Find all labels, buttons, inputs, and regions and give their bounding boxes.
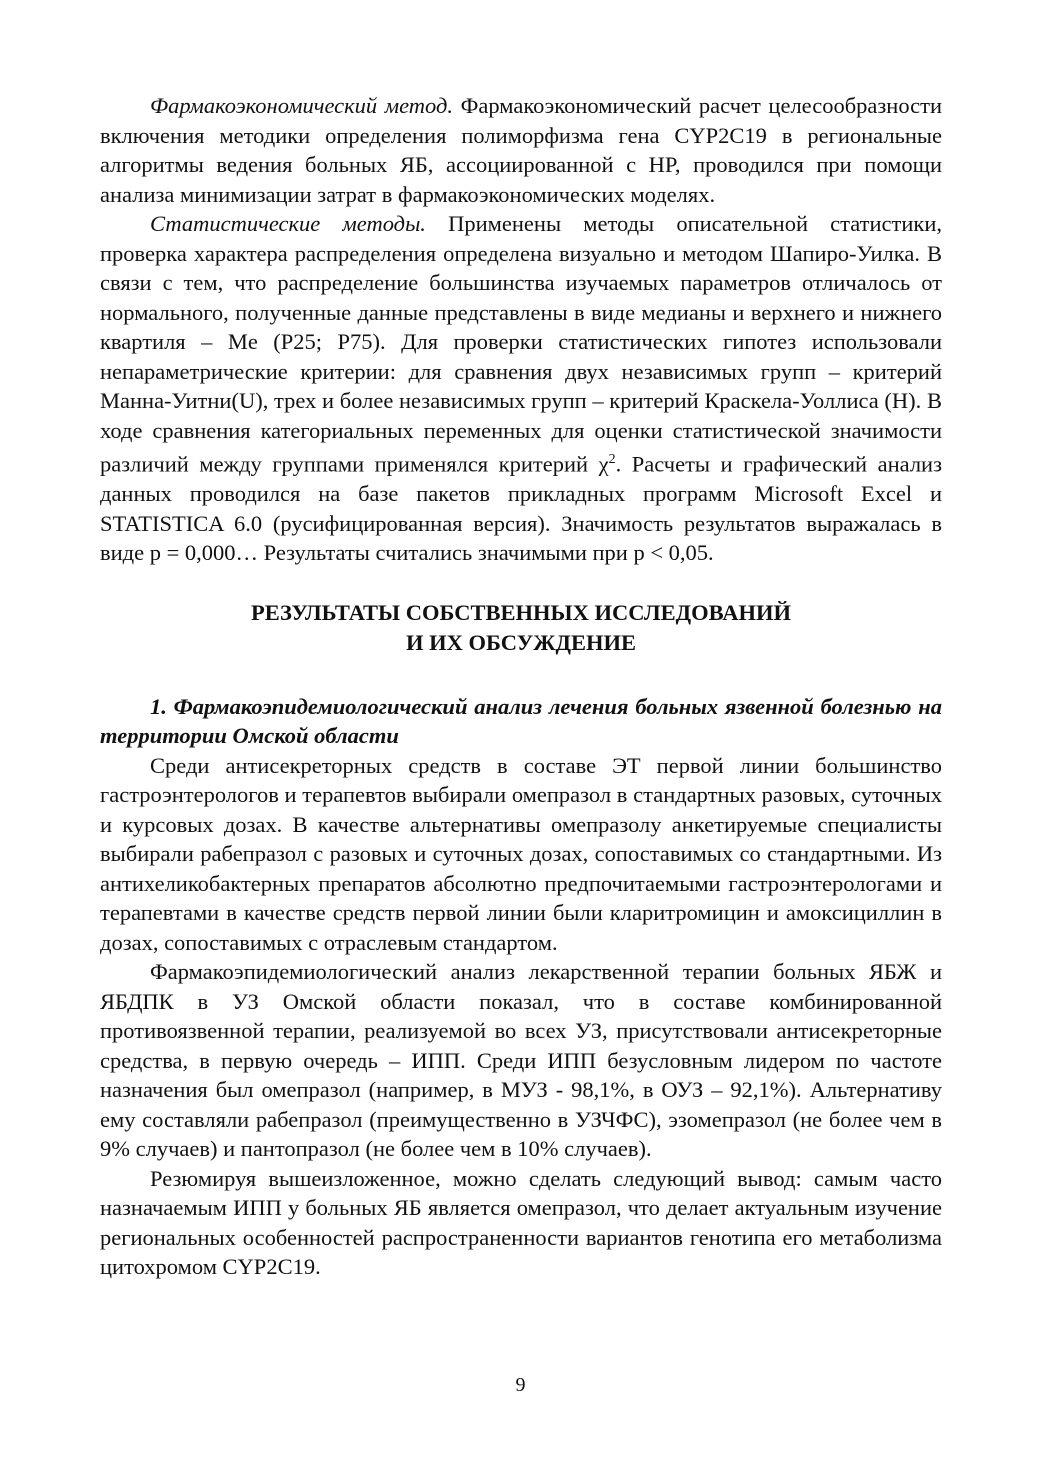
paragraph-text: Фармакоэкономический расчет целесообразности включения методики определения полиморфизма гена CYP2C19 в региональные алгоритмы ведения больных ЯБ, ассоциированной с HP, проводился при помощи анализа минимизации затрат в фармакоэкономических моделях. [100,93,942,207]
paragraph-lead: Статистические методы. [150,211,426,236]
section-heading-line: И ИХ ОБСУЖДЕНИЕ [406,629,636,655]
paragraph-pharmacoepidemiological-analysis: Фармакоэпидемиологический анализ лекарственной терапии больных ЯБЖ и ЯБДПК в УЗ Омской области показал, что в составе комбинированной противоязвенной терапии, реализуемой во всех УЗ, присутствовали антисекреторные средства, в первую очередь – ИПП. Среди ИПП безусловным лидером по частоте назначения был омепразол (например, в МУЗ - 98,1%, в ОУЗ – 92,1%). Альтернативу ему составляли рабепразол (преимущественно в УЗЧФС), эзомепразол (не более чем в 9% случаев) и пантопразол (не более чем в 10% случаев). [100,959,942,1161]
subsection-heading: 1. Фармакоэпидемиологический анализ лечения больных язвенной болезнью на территории Омской области [100,693,942,748]
paragraph-text-continued: . Расчеты и графический анализ данных проводился на базе пакетов прикладных программ Microsoft Excel и STATISTICA 6.0 (русифицированная версия). Значимость результатов выражалась в виде p = 0,000… Результаты считались значимыми при p < 0,05. [100,451,942,565]
section-heading [100,598,942,658]
document-page [100,91,942,1282]
paragraph-antisecretory: Среди антисекреторных средств в составе ЭТ первой линии большинство гастроэнтерологов и терапевтов выбирали омепразол в стандартных разовых, суточных и курсовых дозах. В качестве альтернативы омепразолу анкетируемые специалисты выбирали рабепразол с разовых и суточных дозах, сопоставимых со стандартными. Из антихеликобактерных препаратов абсолютно предпочитаемыми гастроэнтерологами и терапевтами в качестве средств первой линии были кларитромицин и амоксициллин в дозах, сопоставимых с отраслевым стандартом. [100,752,942,955]
page-number: 9 [515,1374,526,1396]
paragraph-statistical-methods [100,209,942,568]
paragraph-text: Применены методы описательной статистики, проверка характера распределения определена визуально и методом Шапиро-Уилка. В связи с тем, что распределение большинства изучаемых параметров отличалось от нормального, полученные данные представлены в виде медианы и верхнего и нижнего квартиля – Me (P25; P75). Для проверки статистических гипотез использовали непараметрические критерии: для сравнения двух независимых групп – критерий Манна-Уитни(U), трех и более независимых групп – критерий Краскела-Уоллиса (H). В ходе сравнения категориальных переменных для оценки статистической значимости различий между группами применялся критерий χ [100,211,942,477]
superscript: 2 [608,452,616,467]
paragraph-lead: Фармакоэкономический метод. [150,93,453,118]
paragraph-conclusion: Резюмируя вышеизложенное, можно сделать следующий вывод: самым часто назначаемым ИПП у больных ЯБ является омепразол, что делает актуальным изучение региональных особенностей распространенности вариантов генотипа его метаболизма цитохромом CYP2C19. [100,1165,942,1279]
paragraph-pharmacoeconomic-method [100,91,942,209]
section-heading-line: РЕЗУЛЬТАТЫ СОБСТВЕННЫХ ИССЛЕДОВАНИЙ [251,599,791,625]
